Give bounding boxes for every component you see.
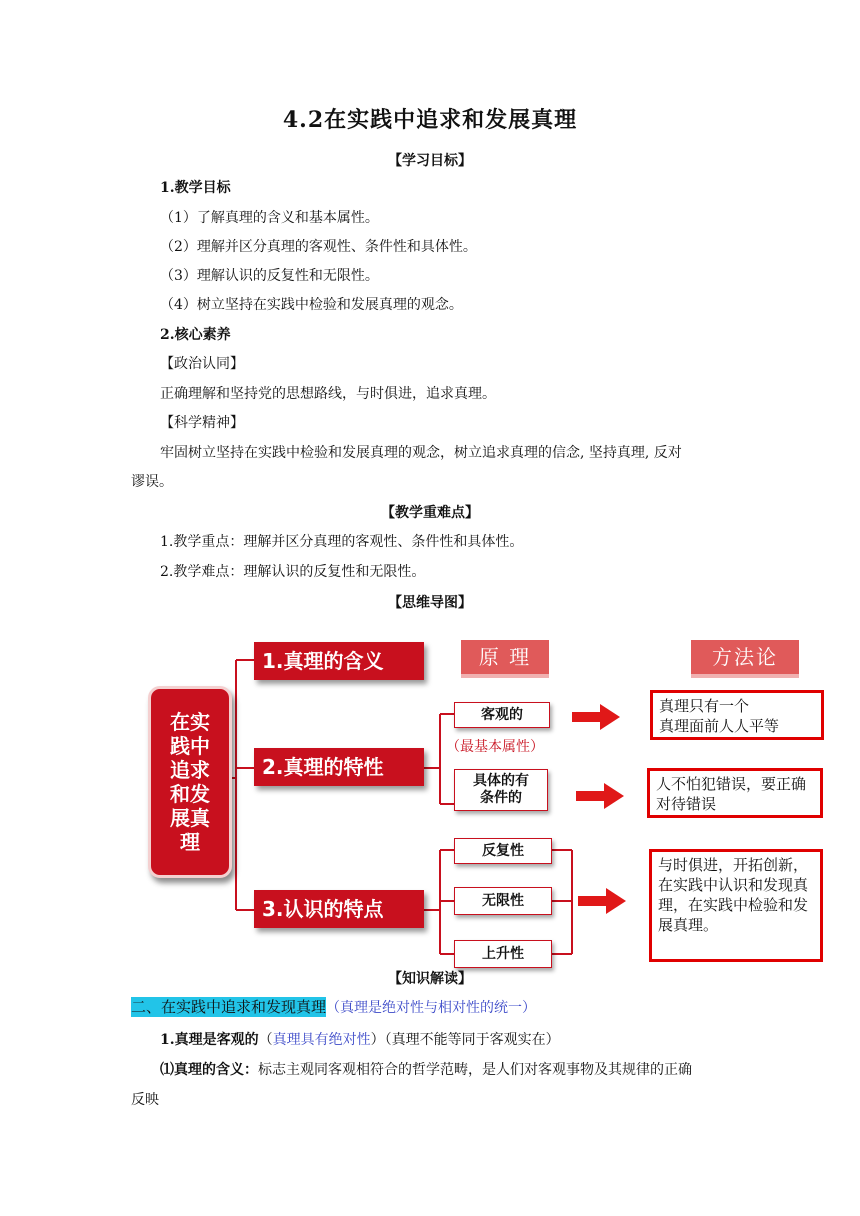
method-box-one-truth: [650, 690, 824, 740]
box-concrete-conditional: 具体的有条件的: [454, 769, 548, 811]
header-principle: 原 理: [461, 640, 549, 678]
point-truth-meaning-cont: 反映: [131, 1092, 159, 1108]
key-point-item: 1.教学重点：理解并区分真理的客观性、条件性和具体性。: [160, 534, 524, 550]
scientific-spirit-text: 牢固树立坚持在实践中检验和发展真理的观念，树立追求真理的信念, 坚持真理, 反对: [160, 445, 682, 461]
scientific-spirit-label: 【科学精神】: [160, 415, 244, 431]
knowledge-heading: 二、在实践中追求和发现真理: [131, 998, 327, 1016]
point-blue: 真理具有绝对性: [272, 1032, 371, 1048]
knowledge-heading-note: （真理是绝对性与相对性的统一）: [326, 1000, 537, 1016]
method-line: 真理只有一个: [659, 697, 750, 715]
point-paren: （: [258, 1032, 273, 1048]
point-text: 标志主观同客观相符合的哲学范畴，是人们对客观事物及其规律的正确: [258, 1062, 692, 1078]
method-box-advance-with-times: 与时俱进，开拓创新，在实践中认识和发现真理，在实践中检验和发展真理。: [649, 849, 823, 962]
point-bold: ⑴真理的含义：: [160, 1062, 258, 1078]
goal-item: （1）了解真理的含义和基本属性。: [160, 210, 379, 226]
method-box-mistakes: 人不怕犯错误，要正确对待错误: [647, 768, 823, 818]
box-infiniteness: 无限性: [454, 887, 552, 915]
point-truth-meaning: [160, 1060, 692, 1080]
mind-map-center-node: 在实践中追求和发展真理: [148, 686, 232, 878]
political-identity-text: 正确理解和坚持党的思想路线，与时俱进，追求真理。: [160, 386, 496, 402]
section-heading-learning-goals: 【学习目标】: [388, 153, 472, 169]
mind-map: [128, 628, 828, 968]
box-repetitiveness: 反复性: [454, 838, 552, 864]
arrow-right-icon: [578, 886, 628, 916]
core-literacy-heading: 2.核心素养: [160, 327, 231, 343]
box-ascending: 上升性: [454, 940, 552, 968]
page-title: 4.2在实践中追求和发展真理: [282, 107, 578, 133]
arrow-right-icon: [576, 781, 626, 811]
header-methodology: 方法论: [691, 640, 799, 678]
goal-item: （4）树立坚持在实践中检验和发展真理的观念。: [160, 297, 463, 313]
teaching-goals-heading: 1.教学目标: [160, 180, 231, 196]
arrow-right-icon: [572, 702, 622, 732]
topic-truth-meaning: 1.真理的含义: [254, 642, 424, 680]
topic-cognition-features: 3.认识的特点: [254, 890, 424, 928]
topic-truth-properties: 2.真理的特性: [254, 748, 424, 786]
point-bold: 1.真理是客观的: [160, 1032, 259, 1048]
goal-item: （3）理解认识的反复性和无限性。: [160, 268, 379, 284]
section-heading-knowledge: 【知识解读】: [388, 971, 472, 987]
note-basic-attribute: （最基本属性）: [446, 739, 544, 755]
point-truth-objective: [160, 1030, 560, 1050]
point-paren-close: ）（真理不能等同于客观实在）: [370, 1032, 560, 1048]
political-identity-label: 【政治认同】: [160, 356, 244, 372]
difficult-point-item: 2.教学难点：理解认识的反复性和无限性。: [160, 564, 426, 580]
goal-item: （2）理解并区分真理的客观性、条件性和具体性。: [160, 239, 477, 255]
knowledge-heading-line: [131, 997, 536, 1018]
box-objective: 客观的: [454, 702, 550, 728]
method-line: 真理面前人人平等: [659, 717, 780, 735]
section-heading-mindmap: 【思维导图】: [388, 595, 472, 611]
scientific-spirit-text-cont: 谬误。: [131, 474, 173, 490]
section-heading-key-points: 【教学重难点】: [381, 505, 479, 521]
